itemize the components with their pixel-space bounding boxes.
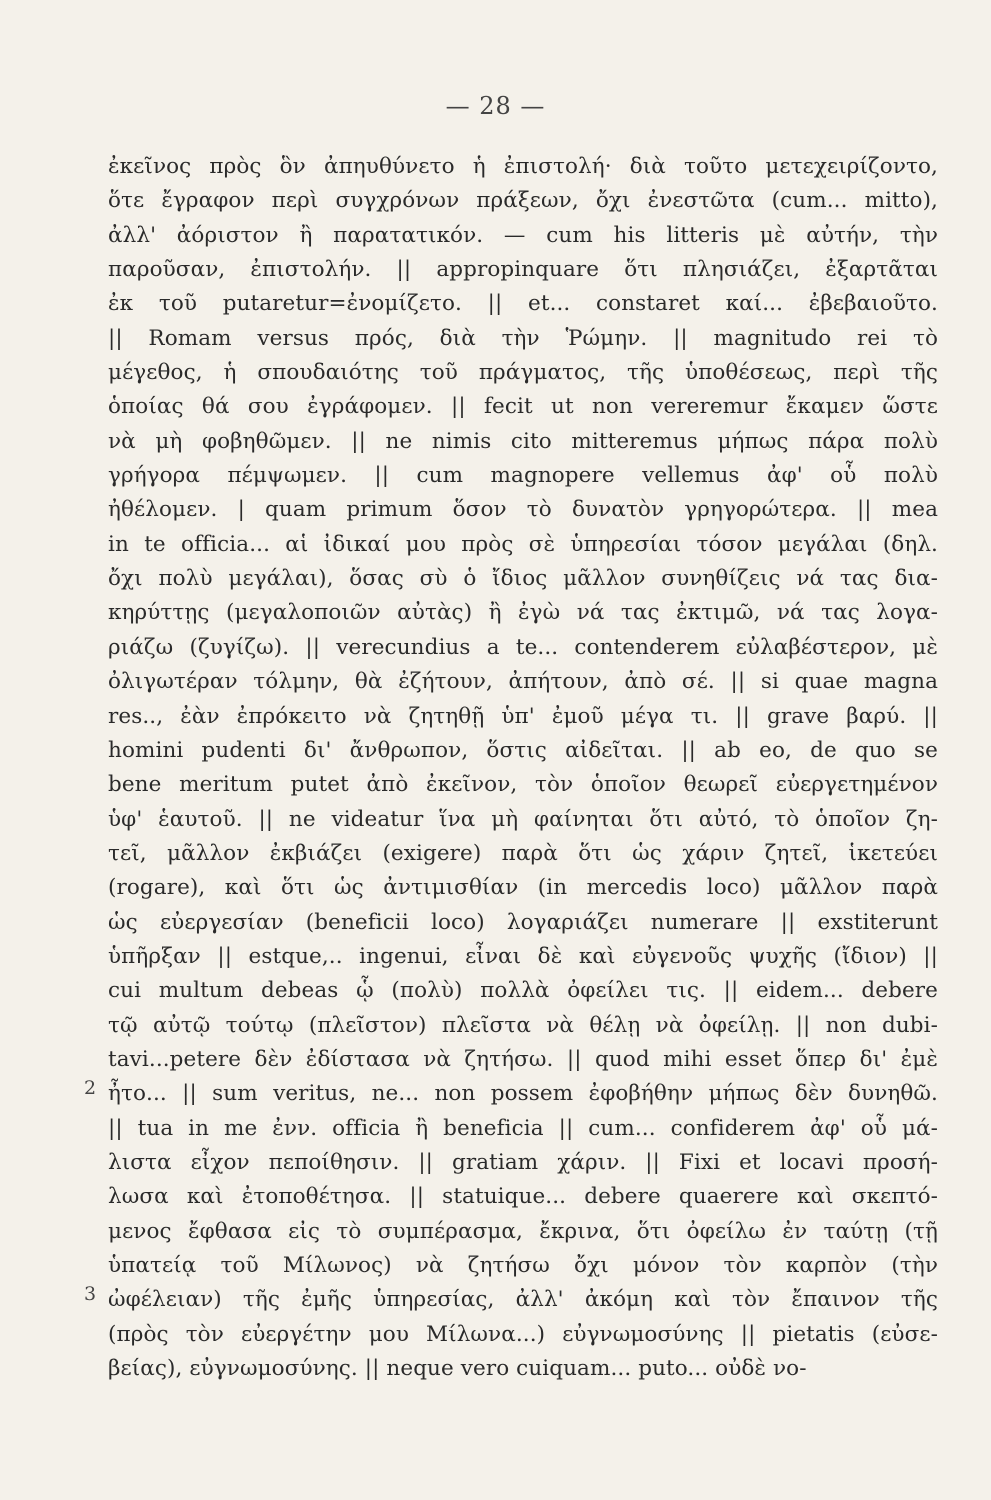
text-line: res.., ἐὰν ἐπρόκειτο νὰ ζητηθῇ ὑπ' ἐμοῦ μέγα τι. || grave βαρύ. || xyxy=(108,703,938,729)
page-number: — 28 — xyxy=(445,92,546,120)
text-line: homini pudenti δι' ἄνθρωπον, ὅστις αἰδεῖται. || ab eo, de quo se xyxy=(108,737,938,763)
text-line: μέγεθος, ἡ σπουδαιότης τοῦ πράγματος, τῆς ὑποθέσεως, περὶ τῆς xyxy=(108,360,938,386)
body-text xyxy=(108,150,938,1386)
text-line: γρήγορα πέμψωμεν. || cum magnopere vellemus ἀφ' οὗ πολὺ xyxy=(108,463,938,489)
text-line: ἠθέλομεν. | quam primum ὅσον τὸ δυνατὸν γρηγορώτερα. || mea xyxy=(108,497,938,523)
text-line: παροῦσαν, ἐπιστολήν. || appropinquare ὅτι πλησιάζει, ἐξαρτᾶται xyxy=(108,257,938,283)
text-line: bene meritum putet ἀπὸ ἐκεῖνον, τὸν ὁποῖον θεωρεῖ εὐεργετημένον xyxy=(108,772,938,798)
text-line: ὅτε ἔγραφον περὶ συγχρόνων πράξεων, ὄχι ἐνεστῶτα (cum... mitto), xyxy=(108,188,938,214)
margin-number-2: 2 xyxy=(84,1077,97,1099)
text-line: λωσα καὶ ἐτοποθέτησα. || statuique... debere quaerere καὶ σκεπτό- xyxy=(108,1184,938,1210)
text-line: ριάζω (ζυγίζω). || verecundius a te... contenderem εὐλαβέστερον, μὲ xyxy=(108,634,938,660)
text-line: ἀλλ' ἀόριστον ἢ παρατατικόν. — cum his litteris μὲ αὐτήν, τὴν xyxy=(108,222,938,248)
text-line: tavi...petere δὲν ἐδίστασα νὰ ζητήσω. || quod mihi esset ὅπερ δι' ἐμὲ xyxy=(108,1046,938,1072)
text-line: in te officia... αἱ ἰδικαί μου πρὸς σὲ ὑπηρεσίαι τόσον μεγάλαι (δηλ. xyxy=(108,531,938,557)
text-line: τεῖ, μᾶλλον ἐκβιάζει (exigere) παρὰ ὅτι ὡς χάριν ζητεῖ, ἱκετεύει xyxy=(108,840,938,866)
text-line: ὑπῆρξαν || estque,.. ingenui, εἶναι δὲ καὶ εὐγενοῦς ψυχῆς (ἴδιον) || xyxy=(108,943,938,969)
text-line: ὑπατείᾳ τοῦ Μίλωνος) νὰ ζητήσω ὄχι μόνον τὸν καρπὸν (τὴν xyxy=(108,1253,938,1278)
text-line: cui multum debeas ᾧ (πολὺ) πολλὰ ὀφείλει τις. || eidem... debere xyxy=(108,978,938,1004)
text-line: λιστα εἶχον πεποίθησιν. || gratiam χάριν. || Fixi et locavi προσή- xyxy=(108,1149,938,1175)
text-line: νὰ μὴ φοβηθῶμεν. || ne nimis cito mitteremus μήπως πάρα πολὺ xyxy=(108,428,938,454)
text-line: ὀλιγωτέραν τόλμην, θὰ ἐζήτουν, ἀπήτουν, ἀπὸ σέ. || si quae magna xyxy=(108,669,938,695)
text-line: ἐκεῖνος πρὸς ὃν ἀπηυθύνετο ἡ ἐπιστολή· διὰ τοῦτο μετεχειρίζοντο, xyxy=(108,154,938,179)
text-line: ἦτο... || sum veritus, ne... non possem ἐφοβήθην μήπως δὲν δυνηθῶ. xyxy=(108,1081,938,1107)
text-line: κηρύττῃς (μεγαλοποιῶν αὐτὰς) ἢ ἐγὼ νά τας ἐκτιμῶ, νά τας λογα- xyxy=(108,600,938,626)
text-line: ὡς εὐεργεσίαν (beneficii loco) λογαριάζει numerare || exstiterunt xyxy=(108,909,938,935)
text-line: || tua in me ἐνν. officia ἢ beneficia || cum... confiderem ἀφ' οὗ μά- xyxy=(108,1115,938,1141)
text-line: βείας), εὐγνωμοσύνης. || neque vero cuiquam... puto... οὐδὲ νο- xyxy=(108,1356,807,1382)
text-line: || Romam versus πρός, διὰ τὴν Ῥώμην. || magnitudo rei τὸ xyxy=(108,325,938,351)
text-line: μενος ἔφθασα εἰς τὸ συμπέρασμα, ἔκρινα, ὅτι ὀφείλω ἐν ταύτῃ (τῇ xyxy=(108,1218,938,1244)
text-line: ἐκ τοῦ putaretur=ἐνομίζετο. || et... constaret καί... ἐβεβαιοῦτο. xyxy=(108,291,938,317)
text-line: (πρὸς τὸν εὐεργέτην μου Μίλωνα...) εὐγνωμοσύνης || pietatis (εὐσε- xyxy=(108,1321,938,1347)
text-line: τῷ αὐτῷ τούτῳ (πλεῖστον) πλεῖστα νὰ θέλῃ νὰ ὀφείλῃ. || non dubi- xyxy=(108,1012,938,1038)
margin-number-3: 3 xyxy=(84,1283,97,1305)
text-line: ὄχι πολὺ μεγάλαι), ὅσας σὺ ὁ ἴδιος μᾶλλον συνηθίζεις νά τας δια- xyxy=(108,566,938,592)
text-line: ὁποίας θά σου ἐγράφομεν. || fecit ut non vereremur ἔκαμεν ὥστε xyxy=(108,394,938,420)
text-line: ὑφ' ἑαυτοῦ. || ne videatur ἵνα μὴ φαίνηται ὅτι αὐτό, τὸ ὁποῖον ζη- xyxy=(108,806,938,832)
text-line: ὠφέλειαν) τῆς ἐμῆς ὑπηρεσίας, ἀλλ' ἀκόμη καὶ τὸν ἔπαινον τῆς xyxy=(108,1287,938,1313)
text-line: (rogare), καὶ ὅτι ὡς ἀντιμισθίαν (in mercedis loco) μᾶλλον παρὰ xyxy=(108,875,938,901)
